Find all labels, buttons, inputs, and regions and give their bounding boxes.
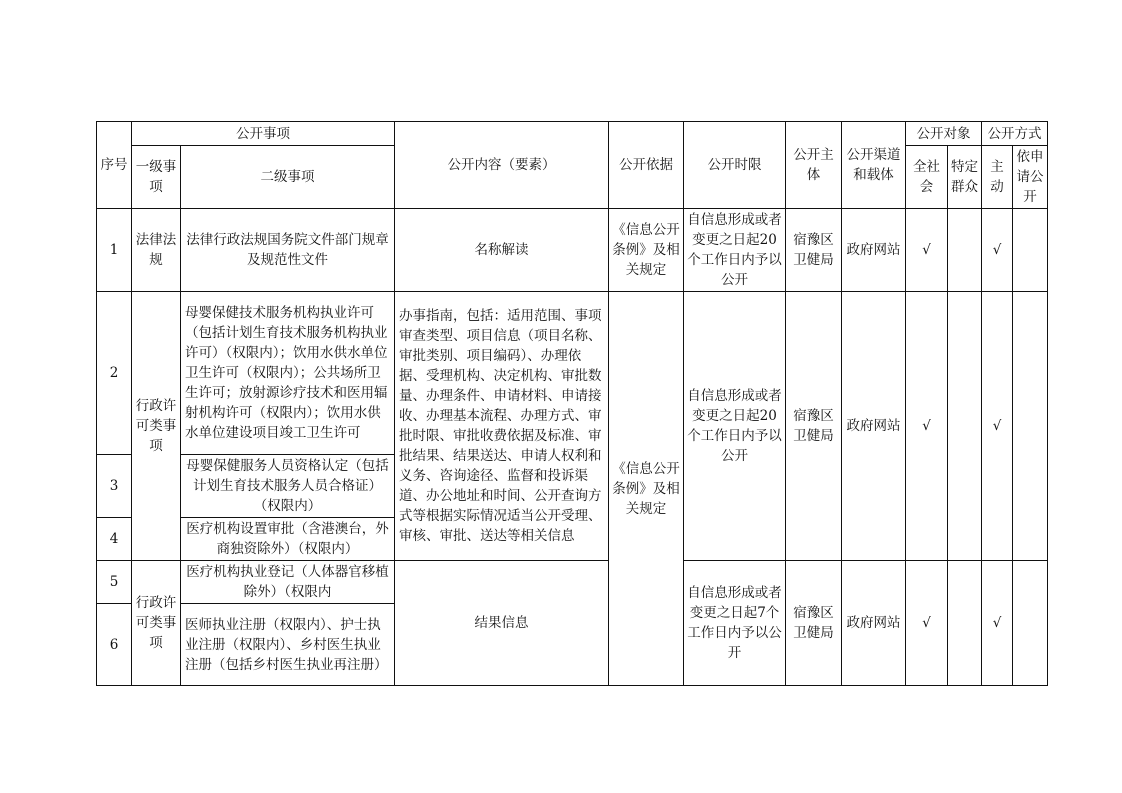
row-seq: 5 [97,561,132,604]
header-level1: 一级事项 [132,146,181,209]
header-method-group: 公开方式 [982,122,1048,146]
header-item-group: 公开事项 [132,122,395,146]
row-channel: 政府网站 [842,209,906,292]
row-subject: 宿豫区卫健局 [786,292,842,561]
row-seq: 6 [97,604,132,686]
header-timelimit: 公开时限 [684,122,786,209]
row-subject: 宿豫区卫健局 [786,209,842,292]
row-method-active-check: √ [982,292,1013,561]
row-target-all-check: √ [906,561,948,686]
row-method-request-check [1013,209,1048,292]
row-target-all-check: √ [906,209,948,292]
row-method-request-check [1013,292,1048,561]
row-content: 办事指南，包括：适用范围、事项审查类型、项目信息（项目名称、审批类别、项目编码）、办理依据、受理机构、决定机构、审批数量、办理条件、申请材料、申请接收、办理基本流程、办理方式、审批时限、审批收费依据及标准、审批结果、结果送达、申请人权利和义务、咨询途径、监督和投诉渠道、办公地址和时间、公开查询方式等根据实际情况适当公开受理、审核、审批、送达等相关信息 [395,292,609,561]
row-method-active-check: √ [982,209,1013,292]
table-row [97,292,1048,455]
row-target-specific-check [948,561,982,686]
row-seq: 3 [97,455,132,518]
header-target-all: 全社会 [906,146,948,209]
row-channel: 政府网站 [842,292,906,561]
row-level2: 医疗机构设置审批（含港澳台，外商独资除外）（权限内） [181,518,395,561]
header-method-request: 依申请公开 [1013,146,1048,209]
row-level1: 行政许可类事项 [132,561,181,686]
header-level2: 二级事项 [181,146,395,209]
row-level2: 母婴保健服务人员资格认定（包括计划生育技术服务人员合格证）（权限内） [181,455,395,518]
header-basis: 公开依据 [609,122,684,209]
table-row [97,209,1048,292]
row-method-request-check [1013,561,1048,686]
table-row [97,561,1048,604]
row-seq: 2 [97,292,132,455]
header-target-specific: 特定群众 [948,146,982,209]
row-timelimit: 自信息形成或者变更之日起20个工作日内予以公开 [684,292,786,561]
row-timelimit: 自信息形成或者变更之日起20个工作日内予以公开 [684,209,786,292]
row-method-active-check: √ [982,561,1013,686]
row-level1: 行政许可类事项 [132,292,181,561]
header-seq: 序号 [97,122,132,209]
row-seq: 4 [97,518,132,561]
row-basis: 《信息公开条例》及相关规定 [609,209,684,292]
row-level2: 法律行政法规国务院文件部门规章及规范性文件 [181,209,395,292]
row-level1: 法律法规 [132,209,181,292]
row-seq: 1 [97,209,132,292]
row-level2: 医疗机构执业登记（人体器官移植除外）（权限内 [181,561,395,604]
row-content: 名称解读 [395,209,609,292]
disclosure-table [96,121,1048,686]
row-target-all-check: √ [906,292,948,561]
row-target-specific-check [948,292,982,561]
row-target-specific-check [948,209,982,292]
row-subject: 宿豫区卫健局 [786,561,842,686]
row-level2: 母婴保健技术服务机构执业许可（包括计划生育技术服务机构执业许可）（权限内）；饮用水供水单位卫生许可（权限内）；公共场所卫生许可；放射源诊疗技术和医用辐射机构许可（权限内）；饮用水供水单位建设项目竣工卫生许可 [181,292,395,455]
row-timelimit: 自信息形成或者变更之日起7个工作日内予以公开 [684,561,786,686]
header-channel: 公开渠道和载体 [842,122,906,209]
header-content: 公开内容（要素） [395,122,609,209]
row-basis: 《信息公开条例》及相关规定 [609,292,684,686]
row-content: 结果信息 [395,561,609,686]
row-level2: 医师执业注册（权限内）、护士执业注册（权限内）、乡村医生执业注册（包括乡村医生执业再注册） [181,604,395,686]
header-method-active: 主动 [982,146,1013,209]
header-subject: 公开主体 [786,122,842,209]
row-channel: 政府网站 [842,561,906,686]
header-target-group: 公开对象 [906,122,982,146]
